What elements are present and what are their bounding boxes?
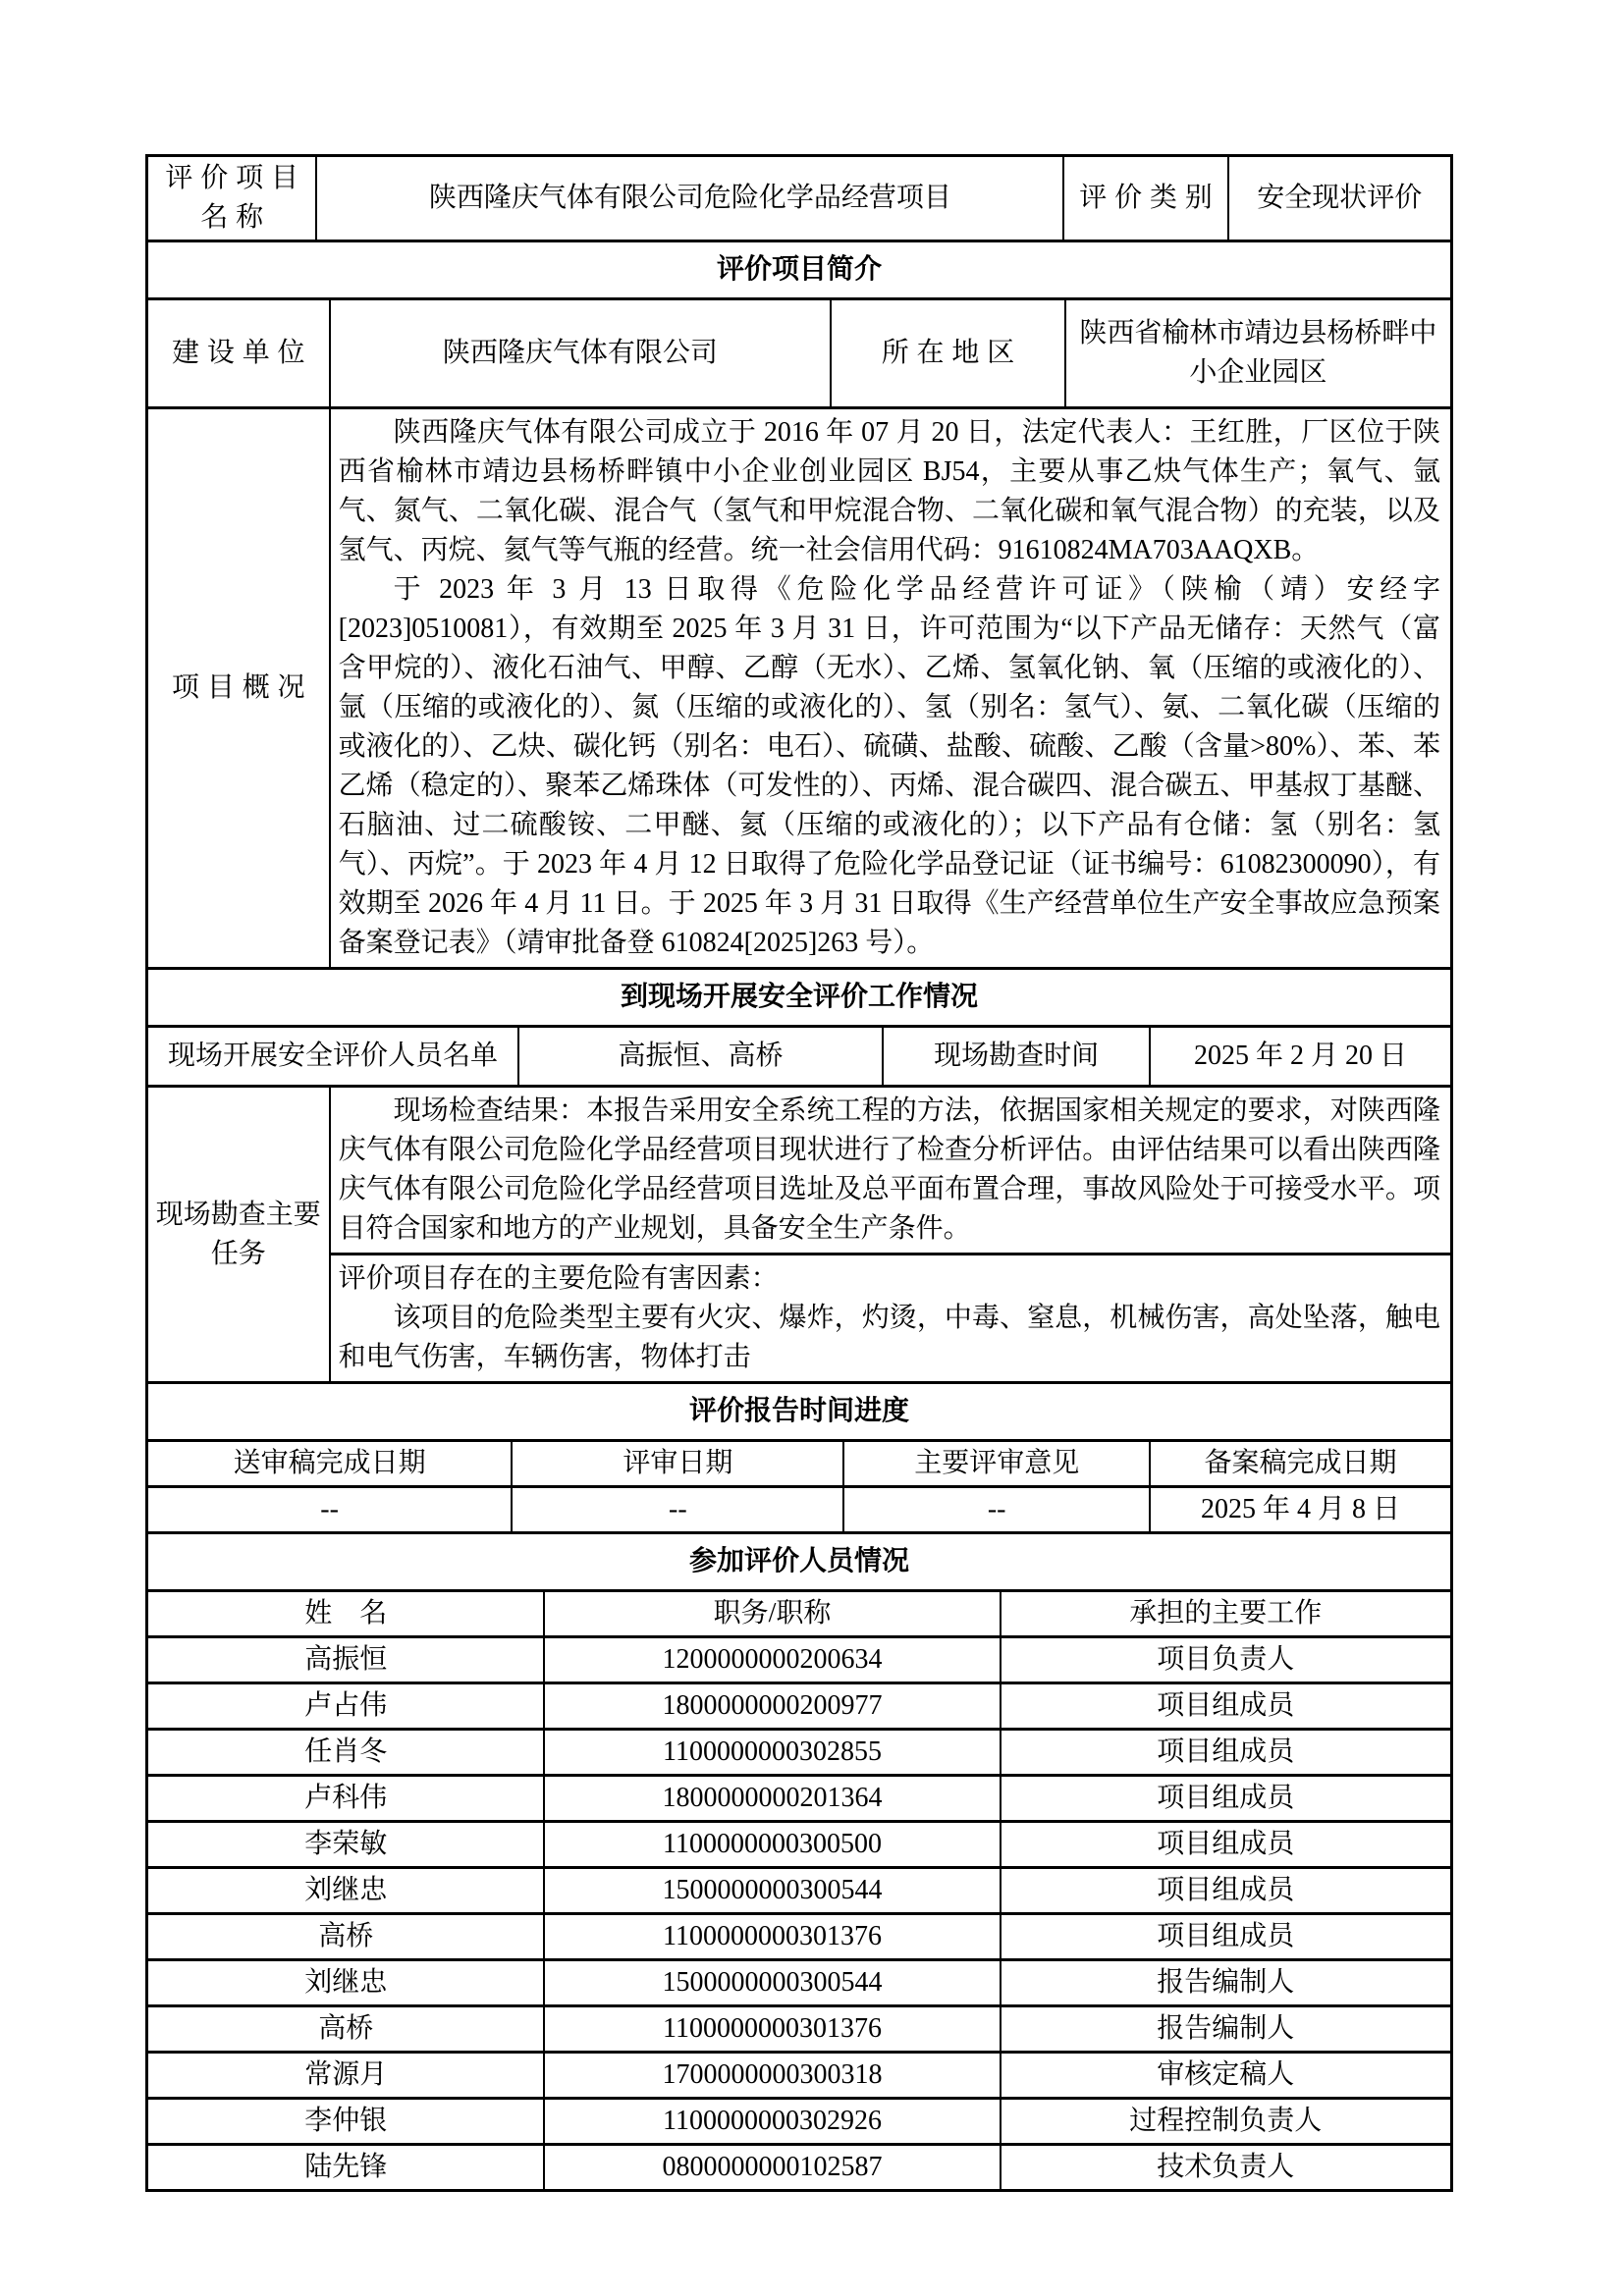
staff-number: 1100000000302855	[545, 1731, 1001, 1774]
staff-header-work: 承担的主要工作	[1129, 1598, 1323, 1629]
staff-work: 项目组成员	[1157, 1690, 1295, 1721]
section-site-header-row	[148, 970, 1450, 1028]
project-overview-text	[331, 409, 1450, 967]
eval-type-label: 评价类别	[1064, 157, 1228, 240]
staff-work: 项目组成员	[1157, 1921, 1295, 1951]
staff-row	[148, 1777, 1450, 1823]
hazard-factors-cell	[331, 1255, 1450, 1381]
project-name-row	[148, 157, 1450, 242]
staff-row	[148, 1961, 1450, 2007]
schedule-value-review-date: --	[513, 1488, 844, 1531]
staff-number: 1500000000300544	[545, 1961, 1001, 2004]
section-intro-header-row	[148, 242, 1450, 300]
site-staff-label: 现场开展安全评价人员名单	[148, 1028, 519, 1085]
survey-time-value: 2025 年 2 月 20 日	[1193, 1041, 1407, 1071]
staff-header-title: 职务/职称	[545, 1592, 1001, 1635]
staff-name: 高桥	[148, 1915, 545, 1958]
staff-work: 报告编制人	[1157, 2013, 1295, 2044]
staff-number: 1100000000301376	[545, 1915, 1001, 1958]
staff-work: 项目组成员	[1157, 1829, 1295, 1859]
section-staff-header-row	[148, 1534, 1450, 1592]
staff-name: 卢占伟	[148, 1684, 545, 1728]
section-schedule-header-row	[148, 1384, 1450, 1442]
project-overview-label: 项目概况	[148, 409, 331, 967]
staff-work: 项目组成员	[1157, 1875, 1295, 1905]
staff-name: 高振恒	[148, 1638, 545, 1682]
builder-region-row	[148, 300, 1450, 409]
schedule-header-draft: 送审稿完成日期	[148, 1442, 513, 1485]
staff-header-name: 姓 名	[148, 1592, 545, 1635]
region-value: 陕西省榆林市靖边县杨桥畔中小企业园区	[1079, 318, 1437, 388]
schedule-value-review-opinion: --	[844, 1488, 1151, 1531]
schedule-header-final: 备案稿完成日期	[1204, 1448, 1397, 1478]
overview-paragraph-2: 于 2023 年 3 月 13 日取得《危险化学品经营许可证》（陕榆（靖）安经字[2023]0510081），有效期至 2025 年 3 月 31 日，许可范围为“以下产品无储存：天然气（富含甲烷的）、液化石油气、甲醇、乙醇（无水）、乙烯、氢氧化钠、氧（压缩的或液化的）、氩（压缩的或液化的）、氮（压缩的或液化的）、氢（别名：氢气）、氨、二氧化碳（压缩的或液化的）、乙炔、碳化钙（别名：电石）、硫磺、盐酸、硫酸、乙酸（含量>80%）、苯、苯乙烯（稳定的）、聚苯乙烯珠体（可发性的）、丙烯、混合碳四、混合碳五、甲基叔丁基醚、石脑油、过二硫酸铵、二甲醚、氦（压缩的或液化的）；以下产品有仓储：氢（别名：氢气）、丙烷”。于 2023 年 4 月 12 日取得了危险化学品登记证（证书编号：61082300090），有效期至 2026 年 4 月 11 日。于 2025 年 3 月 31 日取得《生产经营单位生产安全事故应急预案备案登记表》（靖审批备登 610824[2025]263 号）。	[338, 574, 1440, 958]
staff-number: 1100000000302926	[545, 2100, 1001, 2143]
staff-number: 1700000000300318	[545, 2054, 1001, 2097]
site-staff-row	[148, 1028, 1450, 1088]
staff-row	[148, 1731, 1450, 1777]
survey-task-row	[148, 1088, 1450, 1384]
eval-type-value: 安全现状评价	[1257, 183, 1423, 213]
schedule-value-draft: --	[148, 1488, 513, 1531]
survey-time-label: 现场勘查时间	[884, 1028, 1151, 1085]
staff-row	[148, 2146, 1450, 2189]
staff-number: 1200000000200634	[545, 1638, 1001, 1682]
region-label: 所在地区	[832, 300, 1066, 406]
overview-paragraph-1: 陕西隆庆气体有限公司成立于 2016 年 07 月 20 日，法定代表人：王红胜，厂区位于陕西省榆林市靖边县杨桥畔镇中小企业创业园区 BJ54，主要从事乙炔气体生产；氧气、氩气、氮气、二氧化碳、混合气（氢气和甲烷混合物、二氧化碳和氧气混合物）的充装，以及氢气、丙烷、氦气等气瓶的经营。统一社会信用代码：91610824MA703AAQXB。	[338, 417, 1440, 565]
staff-name: 李荣敏	[148, 1823, 545, 1866]
survey-result-cell	[331, 1088, 1450, 1255]
schedule-header-row	[148, 1442, 1450, 1488]
staff-row	[148, 1638, 1450, 1684]
schedule-value-row	[148, 1488, 1450, 1534]
section-staff-title: 参加评价人员情况	[688, 1546, 909, 1576]
project-overview-row	[148, 409, 1450, 970]
schedule-value-final: 2025 年 4 月 8 日	[1200, 1494, 1400, 1524]
staff-number: 1800000000200977	[545, 1684, 1001, 1728]
staff-work: 项目负责人	[1157, 1644, 1295, 1675]
project-name-label: 评价项目名称	[148, 157, 317, 240]
survey-task-label: 现场勘查主要任务	[148, 1088, 331, 1381]
staff-work: 过程控制负责人	[1129, 2106, 1323, 2136]
staff-table-header-row	[148, 1592, 1450, 1638]
staff-name: 高桥	[148, 2007, 545, 2051]
schedule-header-review-date: 评审日期	[513, 1442, 844, 1485]
staff-work: 报告编制人	[1157, 1967, 1295, 1998]
survey-task-content	[331, 1088, 1450, 1381]
section-schedule-title: 评价报告时间进度	[688, 1396, 909, 1426]
staff-name: 刘继忠	[148, 1869, 545, 1912]
staff-row	[148, 2100, 1450, 2146]
staff-number: 1800000000201364	[545, 1777, 1001, 1820]
section-site-title: 到现场开展安全评价工作情况	[620, 982, 978, 1012]
staff-name: 常源月	[148, 2054, 545, 2097]
site-staff-value: 高振恒、高桥	[519, 1028, 884, 1085]
builder-value: 陕西隆庆气体有限公司	[331, 300, 833, 406]
hazard-factors-text: 该项目的危险类型主要有火灾、爆炸，灼烫，中毒、窒息，机械伤害，高处坠落，触电和电气伤害，车辆伤害，物体打击	[338, 1303, 1440, 1372]
staff-number: 1500000000300544	[545, 1869, 1001, 1912]
project-name-value: 陕西隆庆气体有限公司危险化学品经营项目	[317, 157, 1064, 240]
staff-work: 项目组成员	[1157, 1783, 1295, 1813]
staff-name: 刘继忠	[148, 1961, 545, 2004]
staff-work: 审核定稿人	[1157, 2059, 1295, 2090]
staff-row	[148, 2054, 1450, 2100]
safety-evaluation-form-table	[145, 154, 1453, 2192]
schedule-header-review-opinion: 主要评审意见	[844, 1442, 1151, 1485]
staff-row	[148, 1915, 1450, 1961]
staff-number: 1100000000301376	[545, 2007, 1001, 2051]
staff-row	[148, 1823, 1450, 1869]
staff-name: 陆先锋	[148, 2146, 545, 2189]
staff-work: 技术负责人	[1157, 2152, 1295, 2182]
section-intro-title: 评价项目简介	[716, 254, 882, 285]
survey-result-text: 现场检查结果：本报告采用安全系统工程的方法，依据国家相关规定的要求，对陕西隆庆气体有限公司危险化学品经营项目现状进行了检查分析评估。由评估结果可以看出陕西隆庆气体有限公司危险化学品经营项目选址及总平面布置合理，事故风险处于可接受水平。项目符合国家和地方的产业规划，具备安全生产条件。	[338, 1095, 1440, 1244]
staff-row	[148, 2007, 1450, 2054]
staff-name: 李仲银	[148, 2100, 545, 2143]
builder-label: 建设单位	[148, 300, 331, 406]
hazard-factors-title: 评价项目存在的主要危险有害因素：	[338, 1263, 779, 1294]
staff-work: 项目组成员	[1157, 1736, 1295, 1767]
staff-number: 0800000000102587	[545, 2146, 1001, 2189]
staff-name: 任肖冬	[148, 1731, 545, 1774]
staff-number: 1100000000300500	[545, 1823, 1001, 1866]
staff-name: 卢科伟	[148, 1777, 545, 1820]
staff-row	[148, 1684, 1450, 1731]
staff-row	[148, 1869, 1450, 1915]
